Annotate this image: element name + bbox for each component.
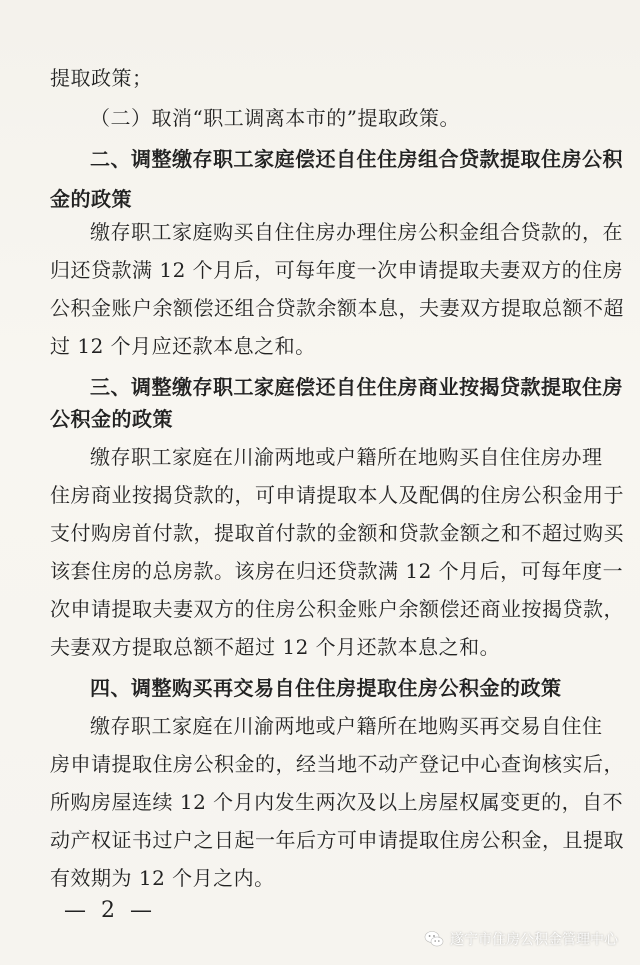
text-line: 支付购房首付款，提取首付款的金额和贷款金额之和不超过购买 [50, 521, 624, 545]
text-line: 住房商业按揭贷款的，可申请提取本人及配偶的住房公积金用于 [50, 483, 624, 507]
section-heading: 四、调整购买再交易自住住房提取住房公积金的政策 [90, 676, 562, 700]
watermark [424, 929, 618, 949]
text-line: 该套住房的总房款。该房在归还贷款满 12 个月后，可每年度一 [50, 559, 624, 583]
text-line: 夫妻双方提取总额不超过 12 个月还款本息之和。 [50, 635, 501, 659]
text-line: 缴存职工家庭在川渝两地或户籍所在地购买再交易自住住 [90, 714, 603, 738]
page-number: — 2 — [64, 898, 156, 923]
text-line: 有效期为 12 个月之内。 [50, 866, 275, 890]
text-line: 提取政策； [50, 66, 153, 90]
text-line: 房申请提取住房公积金的，经当地不动产登记中心查询核实后， [50, 752, 624, 776]
text-line: 公积金账户余额偿还组合贷款余额本息，夫妻双方提取总额不超 [50, 296, 624, 320]
text-line: 归还贷款满 12 个月后，可每年度一次申请提取夫妻双方的住房 [50, 258, 624, 282]
text-line: 过 12 个月应还款本息之和。 [50, 334, 316, 358]
text-line: 缴存职工家庭购买自住住房办理住房公积金组合贷款的，在 [90, 220, 623, 244]
section-heading: 金的政策 [50, 187, 132, 211]
section-heading: 三、调整缴存职工家庭偿还自住住房商业按揭贷款提取住房 [90, 375, 623, 399]
wechat-icon [424, 929, 444, 949]
text-line: 次申请提取夫妻双方的住房公积金账户余额偿还商业按揭贷款， [50, 597, 624, 621]
watermark-text: 遂宁市住房公积金管理中心 [450, 932, 618, 948]
text-line: 动产权证书过户之日起一年后方可申请提取住房公积金，且提取 [50, 828, 624, 852]
section-heading: 公积金的政策 [50, 407, 173, 431]
section-heading: 二、调整缴存职工家庭偿还自住住房组合贷款提取住房公积 [90, 147, 623, 171]
text-line: 所购房屋连续 12 个月内发生两次及以上房屋权属变更的，自不 [50, 790, 624, 814]
text-line: （二）取消“职工调离本市的”提取政策。 [90, 106, 460, 130]
text-line: 缴存职工家庭在川渝两地或户籍所在地购买自住住房办理 [90, 445, 603, 469]
